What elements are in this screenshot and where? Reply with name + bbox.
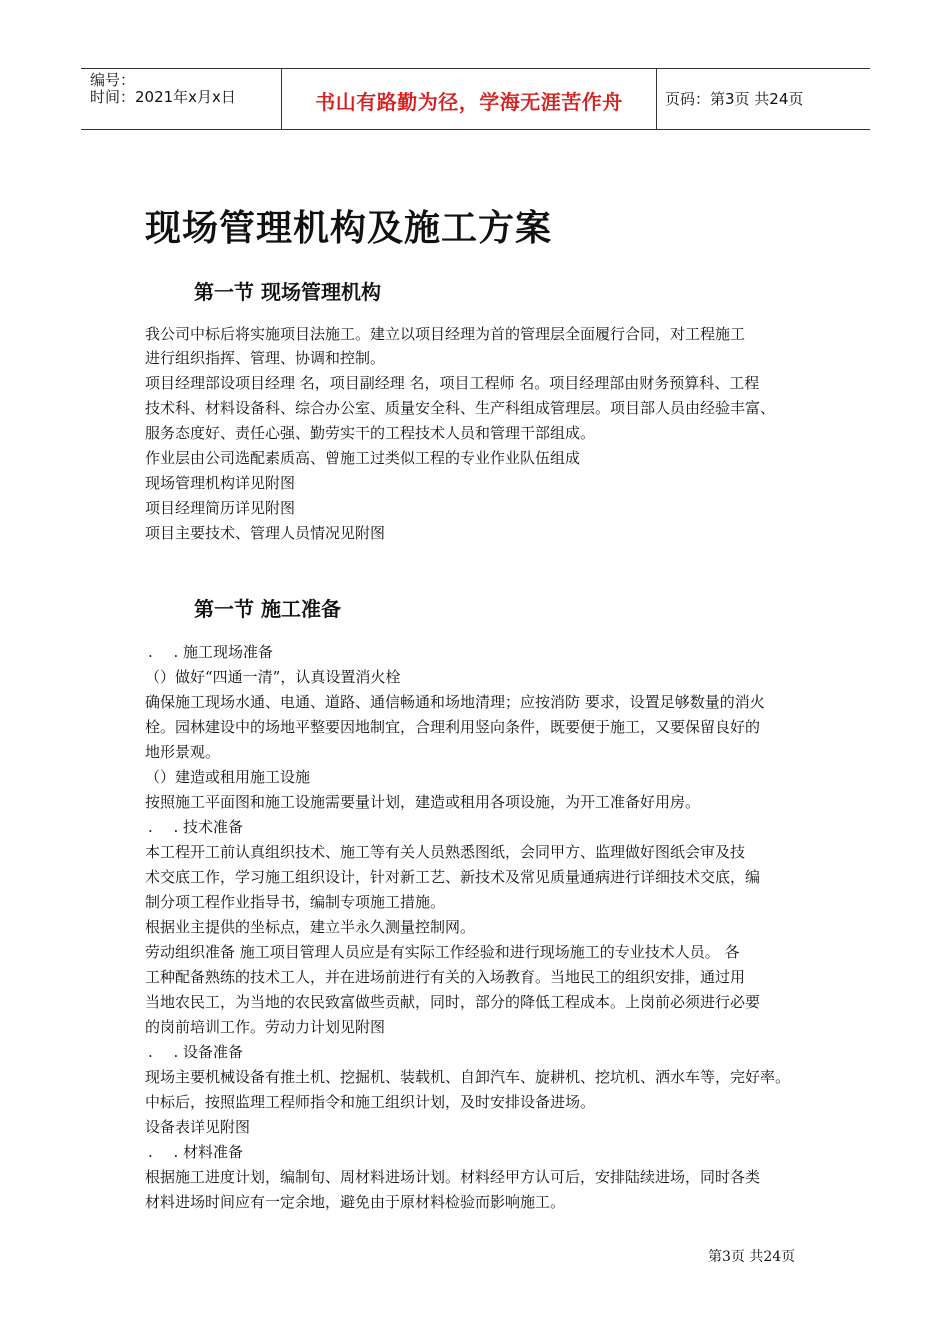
page-info: 页码：第3页 共24页: [665, 90, 804, 108]
header-motto-cell: [281, 69, 657, 129]
paragraph-line: 的岗前培训工作。劳动力计划见附图: [145, 1018, 386, 1036]
page-footer: 第3页 共24页: [708, 1249, 796, 1265]
item-number-dots: . .: [148, 1143, 187, 1161]
number-label: 编号：: [90, 71, 136, 89]
paragraph-line: 制分项工程作业指导书，编制专项施工措施。: [145, 893, 446, 911]
section-heading-preparation: 第一节 施工准备: [194, 597, 341, 621]
paragraph-line: （）做好“四通一清”，认真设置消火栓: [145, 668, 401, 686]
paragraph-line: 进行组织指挥、管理、协调和控制。: [145, 349, 386, 367]
paragraph-line: 确保施工现场水通、电通、道路、通信畅通和场地清理；应按消防 要求，设置足够数量的消火: [145, 693, 765, 711]
motto: 书山有路勤为径，学海无涯苦作舟: [315, 90, 623, 114]
paragraph-line: 地形景观。: [145, 743, 221, 761]
paragraph-line: 术交底工作，学习施工组织设计，针对新工艺、新技术及常见质量通病进行详细技术交底，编: [145, 868, 761, 886]
header-right-cell: [656, 69, 870, 129]
paragraph-line: 栓。园林建设中的场地平整要因地制宜，合理利用竖向条件，既要便于施工，又要保留良好的: [145, 718, 761, 736]
paragraph-line: 材料进场时间应有一定余地，避免由于原材料检验而影响施工。: [145, 1193, 566, 1211]
item-number-dots: . .: [148, 643, 187, 661]
paragraph-line: 项目主要技术、管理人员情况见附图: [145, 524, 386, 542]
paragraph-line: （）建造或租用施工设施: [145, 768, 311, 786]
paragraph-line: 本工程开工前认真组织技术、施工等有关人员熟悉图纸，会同甲方、监理做好图纸会审及技: [145, 843, 746, 861]
paragraph-line: 中标后，按照监理工程师指令和施工组织计划，及时安排设备进场。: [145, 1093, 596, 1111]
paragraph-line: 服务态度好、责任心强、勤劳实干的工程技术人员和管理干部组成。: [145, 424, 596, 442]
paragraph-line: 项目经理部设项目经理 名，项目副经理 名，项目工程师 名。项目经理部由财务预算科、工程: [145, 374, 760, 392]
paragraph-line: 我公司中标后将实施项目法施工。建立以项目经理为首的管理层全面履行合同，对工程施工: [145, 325, 746, 343]
item-number-dots: . .: [148, 1043, 187, 1061]
item-number-dots: . .: [148, 818, 187, 836]
item-label-site: 施工现场准备: [183, 643, 274, 661]
paragraph-line: 当地农民工，为当地的农民致富做些贡献，同时，部分的降低工程成本。上岗前必须进行必要: [145, 993, 761, 1011]
paragraph-line: 技术科、材料设备科、综合办公室、质量安全科、生产科组成管理层。项目部人员由经验丰富、: [145, 399, 776, 417]
paragraph-line: 现场管理机构详见附图: [145, 474, 296, 492]
paragraph-line: 按照施工平面图和施工设施需要量计划，建造或租用各项设施，为开工准备好用房。: [145, 793, 701, 811]
paragraph-line: 作业层由公司选配素质高、曾施工过类似工程的专业作业队伍组成: [145, 449, 581, 467]
paragraph-line: 工种配备熟练的技术工人，并在进场前进行有关的入场教育。当地民工的组织安排，通过用: [145, 968, 746, 986]
item-label-equipment: 设备准备: [183, 1043, 244, 1061]
paragraph-line: 劳动组织准备 施工项目管理人员应是有实际工作经验和进行现场施工的专业技术人员。 各: [145, 943, 740, 961]
item-label-materials: 材料准备: [183, 1143, 244, 1161]
item-label-technical: 技术准备: [183, 818, 244, 836]
paragraph-line: 根据业主提供的坐标点，建立半永久测量控制网。: [145, 918, 476, 936]
page-header: [81, 68, 870, 130]
section-heading-management: 第一节 现场管理机构: [194, 280, 381, 304]
paragraph-line: 根据施工进度计划，编制旬、周材料进场计划。材料经甲方认可后，安排陆续进场，同时各类: [145, 1168, 761, 1186]
header-left-cell: [81, 69, 281, 129]
paragraph-line: 设备表详见附图: [145, 1118, 251, 1136]
paragraph-line: 现场主要机械设备有推土机、挖掘机、装载机、自卸汽车、旋耕机、挖坑机、洒水车等，完好率。: [145, 1068, 791, 1086]
paragraph-line: 项目经理简历详见附图: [145, 499, 296, 517]
date-label: 时间：2021年x月x日: [90, 88, 236, 106]
document-title: 现场管理机构及施工方案: [145, 208, 553, 249]
